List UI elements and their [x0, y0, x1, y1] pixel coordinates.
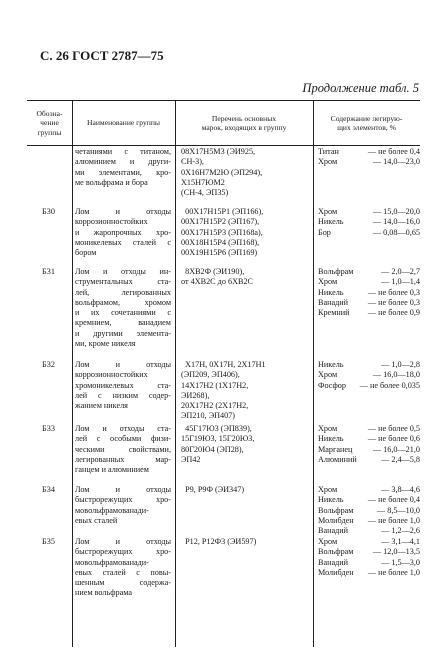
- alloy-value: — 3,1—4,1: [381, 537, 420, 546]
- group-name-line: Лом и отходы: [75, 485, 171, 494]
- alloy-value: — 0,08—0,65: [372, 227, 420, 237]
- group-name: [75, 424, 171, 475]
- alloy-line: [318, 434, 420, 444]
- group-name: [75, 147, 171, 188]
- steel-grade-line: Р12, Р12Ф3 (ЭИ597): [181, 537, 257, 546]
- steel-grade-line: 45Г17Ю3 (ЭП839),: [181, 424, 252, 433]
- alloy-element: Никель: [318, 217, 344, 227]
- alloy-element: Марганец: [318, 444, 353, 454]
- alloy-value: — не более 0,6: [367, 434, 420, 444]
- alloy-content: [318, 360, 420, 391]
- steel-grades: [181, 267, 313, 288]
- group-name-line: жанием никеля: [75, 401, 128, 411]
- alloy-value: — 2,4—5,8: [381, 454, 420, 464]
- alloy-content: [318, 424, 420, 465]
- group-name-line: струментальных ста-: [75, 277, 171, 287]
- alloy-line: [318, 516, 420, 526]
- group-name-line: Лом и отходы ста-: [75, 424, 171, 433]
- alloy-line: [318, 424, 420, 434]
- steel-grade-line: 00Х19Н15Р6 (ЭП169): [181, 248, 258, 258]
- group-name-line: хромоникелевых ста-: [75, 380, 171, 390]
- steel-grade-line: ЭП42: [181, 454, 201, 464]
- page-header: С. 26 ГОСТ 2787—75: [40, 48, 164, 63]
- alloy-line: [318, 207, 420, 217]
- group-name-line: евых сталей: [75, 515, 118, 525]
- group-name-line: лей с низким содер-: [75, 390, 171, 400]
- group-name-line: и жаропрочных хро-: [75, 227, 171, 237]
- group-name: [75, 360, 171, 411]
- group-name-line: лей, легированных: [75, 287, 171, 297]
- group-name-line: моникелевых сталей с: [75, 237, 171, 247]
- steel-grade-line: 8ХВ2Ф (ЭИ190),: [181, 267, 245, 276]
- alloy-value: — 1,2—2,6: [381, 526, 420, 536]
- alloy-element: Молибден: [318, 515, 354, 525]
- group-name-line: легированных мар-: [75, 454, 171, 464]
- alloy-element: Хром: [318, 207, 338, 216]
- alloy-line: [318, 547, 420, 557]
- group-name-line: Лом и отходы ин-: [75, 267, 171, 276]
- steel-grade-line: 20Х17Н2 (2Х17Н2,: [181, 401, 249, 411]
- alloy-value: — 14,0—16,0: [372, 217, 420, 227]
- alloy-value: — не более 0,5: [367, 424, 420, 433]
- alloy-element: Никель: [318, 360, 344, 369]
- steel-grade-line: Х15Н7ЮМ2: [181, 177, 225, 187]
- group-name-line: нием вольфрама: [75, 588, 133, 598]
- alloy-value: — не более 0,9: [367, 308, 420, 318]
- alloy-line: [318, 288, 420, 298]
- alloy-line: [318, 506, 420, 516]
- alloy-value: — 1,0—2,8: [381, 360, 420, 369]
- alloy-value: — 8,5—10,0: [377, 505, 420, 515]
- alloy-element: Вольфрам: [318, 505, 354, 515]
- alloy-value: — не более 0,4: [367, 147, 420, 156]
- alloy-element: Никель: [318, 434, 344, 444]
- steel-grades: [181, 360, 313, 422]
- alloy-line: [318, 267, 420, 277]
- alloy-element: Ванадий: [318, 297, 349, 307]
- steel-grade-line: Р9, Р9Ф (ЭИ347): [181, 485, 245, 494]
- alloy-value: — не более 0,3: [367, 297, 420, 307]
- alloy-line: [318, 381, 420, 391]
- steel-grades: [181, 485, 313, 495]
- group-name-line: шенным содержа-: [75, 578, 171, 588]
- alloy-content: [318, 147, 420, 168]
- alloy-value: — 16,0—21,0: [372, 444, 420, 454]
- alloy-element: Титан: [318, 147, 339, 156]
- group-name-line: и другими элемента-: [75, 328, 171, 338]
- alloy-element: Никель: [318, 287, 344, 297]
- alloy-line: [318, 526, 420, 536]
- alloy-line: [318, 537, 420, 547]
- alloy-line: [318, 308, 420, 318]
- group-name-line: Лом и отходы: [75, 360, 171, 369]
- group-name-line: ганцем и алюминием: [75, 465, 149, 475]
- column-divider: [175, 100, 176, 647]
- steel-grade-line: СН-3),: [181, 157, 204, 167]
- alloy-element: Вольфрам: [318, 547, 354, 557]
- alloy-element: Хром: [318, 424, 338, 433]
- steel-grade-line: 15Г19Ю3, 15Г20Ю3,: [181, 434, 255, 444]
- group-name: [75, 207, 171, 258]
- alloy-line: [318, 485, 420, 495]
- steel-grade-line: от 4ХВ2С до 6ХВ2С: [181, 277, 254, 287]
- table-top-rule: [27, 100, 420, 101]
- alloy-line: [318, 277, 420, 287]
- group-name-line: лей с особыми физи-: [75, 434, 171, 444]
- alloy-element: Алюминий: [318, 454, 357, 464]
- group-name-line: ческими свойствами,: [75, 444, 171, 454]
- alloy-element: Хром: [318, 370, 338, 380]
- alloy-line: [318, 360, 420, 370]
- alloy-content: [318, 207, 420, 238]
- alloy-value: — 16,0—18,0: [372, 370, 420, 380]
- alloy-content: [318, 485, 420, 536]
- steel-grade-line: Х17Н, 0Х17Н, 2Х17Н1: [181, 360, 266, 369]
- alloy-value: — 15,0—20,0: [372, 207, 420, 216]
- group-name-line: быстрорежущих хро-: [75, 495, 171, 505]
- group-name-line: ми, кроме никеля: [75, 339, 136, 349]
- group-code: Б31: [42, 267, 55, 276]
- alloy-value: — не более 1,0: [367, 515, 420, 525]
- alloy-element: Ванадий: [318, 526, 349, 536]
- alloy-value: — 1,0—1,4: [381, 277, 420, 287]
- alloy-line: [318, 157, 420, 167]
- alloy-value: — 12,0—13,5: [372, 547, 420, 557]
- alloy-element: Хром: [318, 537, 338, 546]
- alloy-line: [318, 370, 420, 380]
- table-continuation-label: Продолжение табл. 5: [302, 81, 419, 95]
- group-name-line: кремнием, ванадием: [75, 318, 171, 328]
- steel-grades: [181, 147, 313, 198]
- alloy-content: [318, 537, 420, 578]
- steel-grade-line: 14Х17Н2 (1Х17Н2,: [181, 380, 249, 390]
- group-code: Б30: [42, 207, 55, 216]
- alloy-element: Молибден: [318, 567, 354, 577]
- steel-grades: [181, 537, 313, 547]
- alloy-content: [318, 267, 420, 318]
- group-name-line: Лом и отходы: [75, 537, 171, 546]
- alloy-value: — 14,0—23,0: [372, 157, 420, 167]
- alloy-line: [318, 455, 420, 465]
- steel-grade-line: 00Х18Н15Р4 (ЭП168),: [181, 237, 260, 247]
- alloy-value: — не более 0,3: [367, 287, 420, 297]
- alloy-element: Вольфрам: [318, 267, 354, 276]
- alloy-line: [318, 147, 420, 157]
- group-name-line: Лом и отходы: [75, 207, 171, 216]
- group-name: [75, 485, 171, 526]
- alloy-line: [318, 445, 420, 455]
- group-name-line: ме вольфрама и бора: [75, 177, 148, 187]
- group-name-line: и их сочетаниями с: [75, 308, 171, 318]
- alloy-line: [318, 298, 420, 308]
- steel-grade-line: (ЭП209, ЭП406),: [181, 370, 240, 380]
- group-name-line: мовольфрамованади-: [75, 505, 149, 515]
- group-name-line: бором: [75, 248, 97, 258]
- column-divider: [72, 100, 73, 647]
- group-name-line: быстрорежущих хро-: [75, 547, 171, 557]
- steel-grade-line: (СН-4, ЭП35): [181, 188, 229, 198]
- alloy-element: Кремний: [318, 308, 350, 318]
- alloy-line: [318, 568, 420, 578]
- column-header-name: Наименование группы: [86, 118, 161, 128]
- alloy-value: — не более 0,035: [359, 380, 420, 390]
- group-code: Б33: [42, 424, 55, 433]
- steel-grades: [181, 424, 313, 465]
- group-code: Б32: [42, 360, 55, 369]
- alloy-element: Хром: [318, 485, 338, 494]
- group-name-line: мовольфрамованади-: [75, 557, 149, 567]
- column-header-alloys: Содержание легирую- щих элементов, %: [330, 113, 403, 132]
- steel-grade-line: 0Х16Н7М2Ю (ЭП294),: [181, 167, 263, 177]
- steel-grade-line: ЭИ268),: [181, 390, 210, 400]
- group-name-line: ми элементами, кро-: [75, 167, 171, 177]
- table-header-rule: [27, 145, 420, 146]
- alloy-element: Хром: [318, 277, 338, 287]
- alloy-element: Хром: [318, 157, 338, 167]
- steel-grade-line: ЭП210, ЭП407): [181, 411, 236, 421]
- alloy-value: — не более 0,4: [367, 495, 420, 505]
- group-name-line: коррозионностойких: [75, 370, 148, 380]
- alloy-line: [318, 228, 420, 238]
- column-divider: [313, 100, 314, 647]
- steel-grade-line: 80Г20Ю4 (ЭП28),: [181, 444, 244, 454]
- steel-grade-line: 00Х17Н15Р2 (ЭП167),: [181, 217, 260, 227]
- alloy-line: [318, 558, 420, 568]
- alloy-element: Никель: [318, 495, 344, 505]
- group-name: [75, 267, 171, 349]
- group-name-line: алюминием и други-: [75, 157, 171, 167]
- column-header-marks: Перечень основных марок, входящих в группу: [201, 113, 287, 132]
- alloy-value: — 1,5—3,0: [381, 557, 420, 567]
- alloy-element: Ванадий: [318, 557, 349, 567]
- alloy-value: — 2,0—2,7: [381, 267, 420, 276]
- group-name-line: вольфрамом, хромом: [75, 297, 171, 307]
- group-name-line: евых сталей с повы-: [75, 567, 171, 577]
- steel-grade-line: 00Х17Н15Р1 (ЭП166),: [181, 207, 264, 216]
- group-code: Б35: [42, 537, 55, 546]
- alloy-element: Фосфор: [318, 380, 346, 390]
- steel-grade-line: 08Х17Н5М3 (ЭИ925,: [181, 147, 256, 156]
- alloy-line: [318, 217, 420, 227]
- alloy-value: — не более 1,0: [367, 567, 420, 577]
- column-header-code: Обозна- чение группы: [36, 108, 63, 137]
- group-name-line: четаниями с титаном,: [75, 147, 171, 156]
- group-code: Б34: [42, 485, 55, 494]
- alloy-value: — 3,8—4,6: [381, 485, 420, 494]
- steel-grades: [181, 207, 313, 258]
- group-name-line: коррозионностойких: [75, 217, 148, 227]
- group-name: [75, 537, 171, 599]
- alloy-line: [318, 495, 420, 505]
- steel-grade-line: 00Х17Н15Р3 (ЭП168а),: [181, 227, 263, 237]
- alloy-element: Бор: [318, 227, 331, 237]
